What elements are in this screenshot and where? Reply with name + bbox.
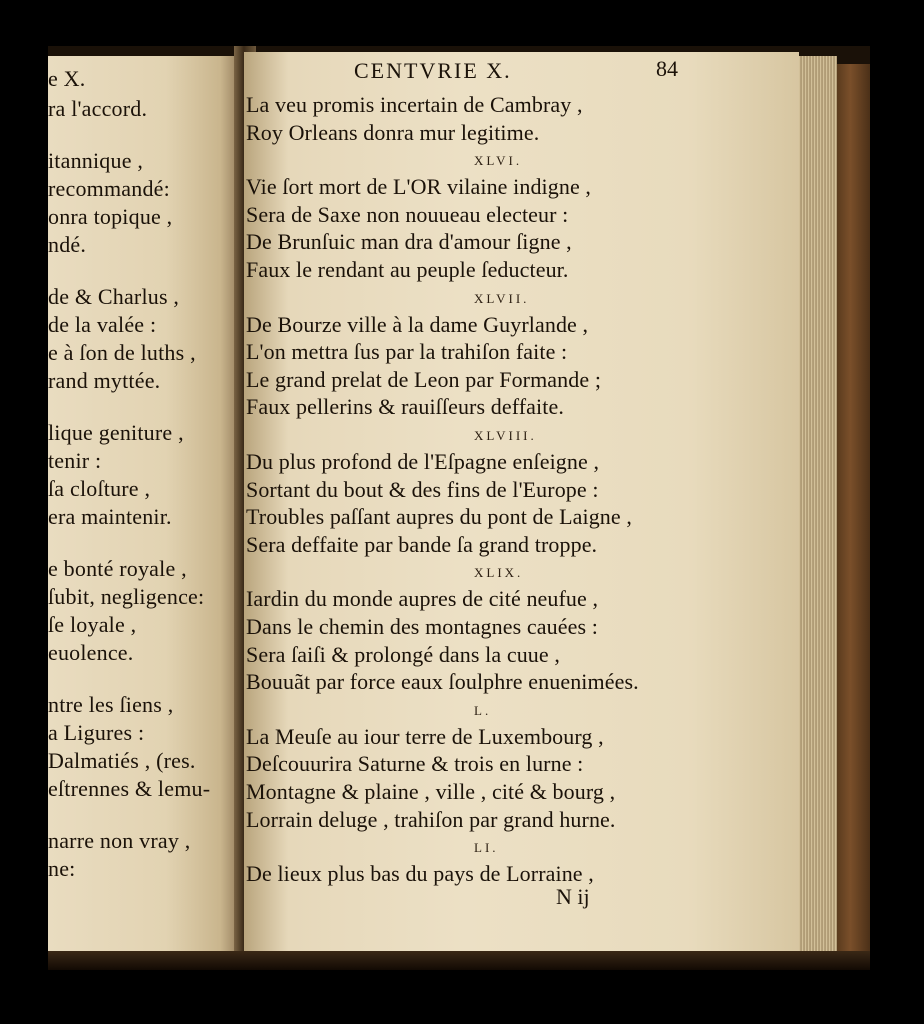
verse-line: L'on mettra ſus par la trahiſon faite : xyxy=(246,339,568,365)
quatrain-number: XLVIII. xyxy=(474,428,537,443)
verse-line: Montagne & plaine , ville , cité & bourg , xyxy=(246,779,616,804)
left-page-line: narre non vray , xyxy=(48,828,191,853)
left-page-line: era maintenir. xyxy=(48,504,172,529)
bottom-shadow xyxy=(48,951,870,970)
signature-mark: N ij xyxy=(556,884,590,909)
page-number: 84 xyxy=(656,56,678,81)
quatrain-number: XLIX. xyxy=(474,565,524,581)
left-page-line: de & Charlus , xyxy=(48,284,180,309)
verse-line: La Meuſe au iour terre de Luxembourg , xyxy=(246,723,604,749)
left-page-line: a Ligures : xyxy=(48,720,145,745)
book-photo xyxy=(48,46,870,970)
left-page-line: onra topique , xyxy=(48,204,173,229)
verse-line: Dans le chemin des montagnes cauées : xyxy=(246,614,598,639)
verse-line: Faux le rendant au peuple ſeducteur. xyxy=(246,257,569,282)
left-page-line: lique geniture , xyxy=(48,420,184,445)
verse-line: La veu promis incertain de Cambray , xyxy=(246,92,583,117)
verse-line: Sera deffaite par bande ſa grand troppe. xyxy=(246,531,598,557)
left-page-line: e X. xyxy=(48,66,86,91)
verse-line: Troubles paſſant aupres du pont de Laigne , xyxy=(246,504,632,530)
running-header: CENTVRIE X. xyxy=(354,58,512,83)
verse-line: De Bourze ville à la dame Guyrlande , xyxy=(246,311,589,337)
verse-line: De lieux plus bas du pays de Lorraine , xyxy=(246,861,594,887)
left-page-line: de la valée : xyxy=(48,312,157,337)
left-page-line: e à ſon de luths , xyxy=(48,340,196,365)
verse-line: Du plus profond de l'Eſpagne enſeigne , xyxy=(246,449,600,474)
verse-line: Sera de Saxe non nouueau electeur : xyxy=(246,201,569,227)
book-cover-edge xyxy=(837,64,870,954)
page-edges xyxy=(799,56,837,961)
left-page-line: ntre les ſiens , xyxy=(48,692,174,717)
verse-line: De Brunſuic man dra d'amour ſigne , xyxy=(246,229,572,255)
left-page-line: ra l'accord. xyxy=(48,96,148,121)
left-page-line: eſtrennes & lemu- xyxy=(48,776,211,801)
left-page-line: ſe loyale , xyxy=(48,612,137,637)
left-page-line: recommandé: xyxy=(48,176,170,201)
verse-line: Vie ſort mort de L'OR vilaine indigne , xyxy=(246,174,592,200)
quatrain-number: XLVI. xyxy=(474,153,523,169)
verse-line: Deſcouurira Saturne & trois en lurne : xyxy=(246,751,584,777)
quatrain-number: LI. xyxy=(474,840,499,856)
left-page-line: Dalmatiés , (res. xyxy=(48,748,196,773)
left-page-line: ne: xyxy=(48,856,76,881)
verse-line: Faux pellerins & rauiſſeurs deffaite. xyxy=(246,394,564,420)
right-page xyxy=(244,52,799,957)
verse-line: Iardin du monde aupres de cité neufue , xyxy=(246,586,599,612)
left-page-line: e bonté royale , xyxy=(48,556,187,581)
left-page-line: ſubit, negligence: xyxy=(48,584,205,609)
left-page-line: ſa cloſture , xyxy=(48,476,151,501)
quatrain-number: L. xyxy=(474,702,492,718)
verse-line: Sera ſaiſi & prolongé dans la cuue , xyxy=(246,641,560,667)
left-page-line: tenir : xyxy=(48,448,102,473)
left-page xyxy=(48,56,244,961)
verse-line: Sortant du bout & des fins de l'Europe : xyxy=(246,476,599,502)
left-page-line: ndé. xyxy=(48,232,87,257)
verse-line: Roy Orleans donra mur legitime. xyxy=(246,119,540,145)
verse-line: Lorrain deluge , trahiſon par grand hurne. xyxy=(246,806,616,832)
verse-line: Bouuãt par force eaux ſoulphre enuenimées. xyxy=(246,669,639,695)
verse-line: Le grand prelat de Leon par Formande ; xyxy=(246,366,602,392)
left-page-line: euolence. xyxy=(48,640,134,665)
left-page-line: itannique , xyxy=(48,148,144,173)
quatrain-number: XLVII. xyxy=(474,290,530,306)
left-page-line: rand myttée. xyxy=(48,368,161,393)
